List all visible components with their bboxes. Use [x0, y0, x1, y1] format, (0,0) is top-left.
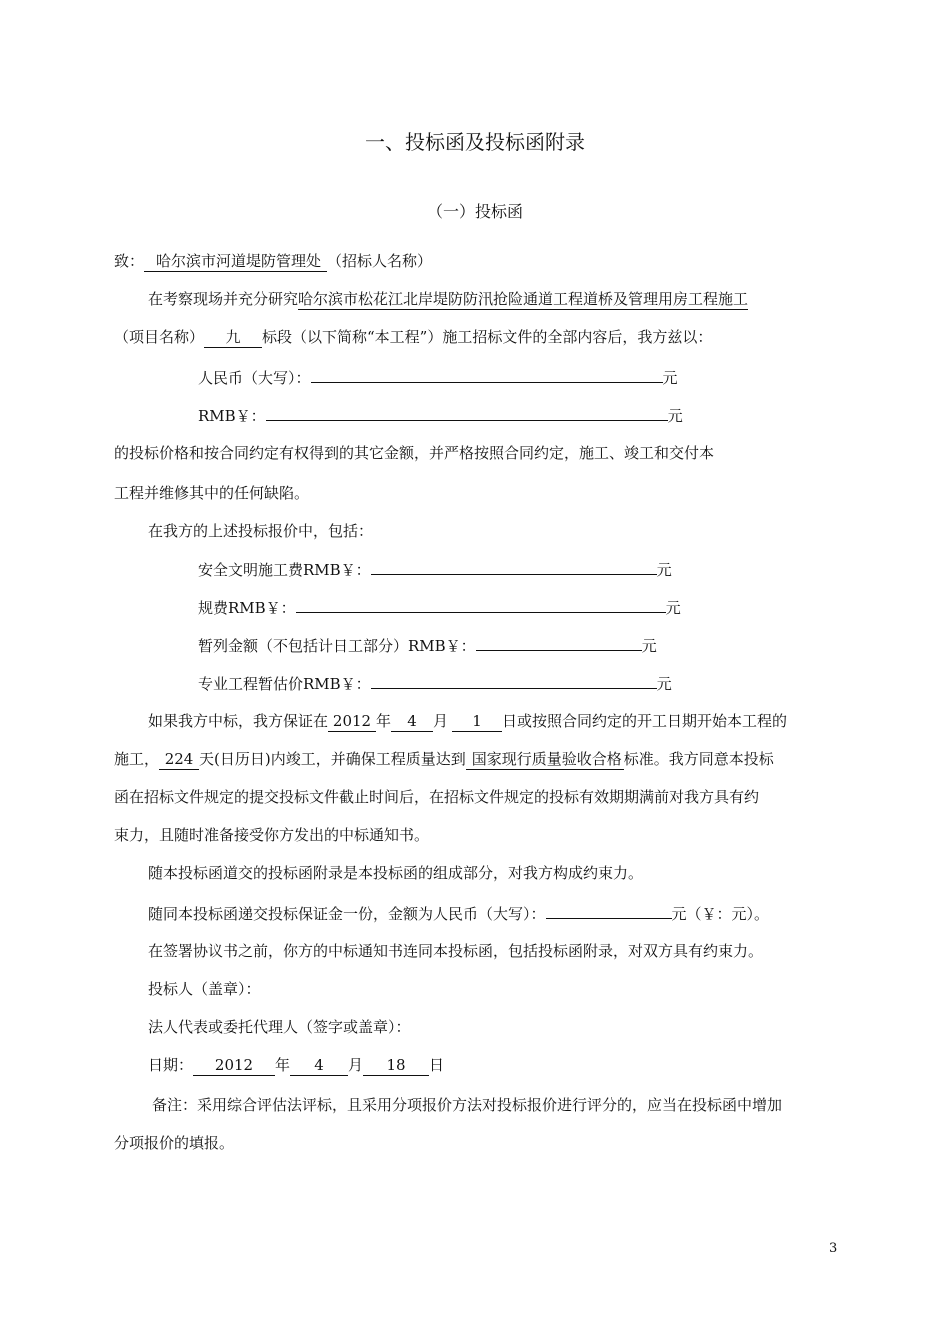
rmb-upper-line	[198, 366, 678, 389]
para3-line4: 束力，且随时准备接受你方发出的中标通知书。	[114, 826, 430, 844]
date-label: 日期：	[148, 1056, 194, 1074]
note-line2: 分项报价的填报。	[114, 1134, 235, 1152]
date-day: 18	[363, 1056, 429, 1076]
para6: 在签署协议书之前，你方的中标通知书连同本投标函，包括投标函附录，对双方具有约束力。	[148, 942, 764, 960]
day-char: 日	[429, 1056, 445, 1074]
item-blank	[371, 672, 657, 689]
para3-text: 标准。我方同意本投标	[623, 750, 774, 768]
item-statutory-fee	[198, 596, 681, 619]
item-provisional-sum	[198, 634, 657, 657]
addressee-suffix: （招标人名称）	[327, 252, 433, 270]
para3-text: 施工，	[114, 750, 160, 768]
item-specialty-estimate	[198, 672, 672, 695]
note-line1: 备注：采用综合评估法评标，且采用分项报价方法对投标报价进行评分的，应当在投标函中增加	[152, 1096, 783, 1114]
item-unit: 元	[641, 637, 657, 655]
para2-line2: 工程并维修其中的任何缺陷。	[114, 484, 310, 502]
bidder-seal-line: 投标人（盖章）：	[148, 980, 261, 998]
bond-amount-blank	[546, 902, 672, 919]
para3-text: 天(日历日)内竣工，并确保工程质量达到	[199, 750, 466, 768]
bond-text: 随同本投标函递交投标保证金一份，金额为人民币（大写）：	[148, 905, 546, 923]
date-line	[148, 1054, 444, 1076]
duration-days: 224	[159, 750, 199, 770]
rmb-upper-unit: 元	[662, 369, 678, 387]
para1-line2-suffix: 标段（以下简称“本工程”）施工招标文件的全部内容后，我方兹以：	[262, 328, 713, 346]
rmb-upper-blank	[311, 366, 663, 383]
rmb-upper-label: 人民币（大写）：	[198, 369, 311, 387]
year-char: 年	[376, 712, 392, 730]
tenderer-name: 哈尔滨市河道堤防管理处	[144, 252, 327, 272]
item-blank	[371, 558, 657, 575]
item-safety-fee	[198, 558, 672, 581]
item-unit: 元	[656, 675, 672, 693]
item-label: 暂列金额（不包括计日工部分）RMB￥：	[198, 637, 476, 655]
rmb-num-unit: 元	[667, 407, 683, 425]
item-blank	[476, 634, 642, 651]
item-unit: 元	[665, 599, 681, 617]
para1-line1	[148, 288, 748, 310]
date-month: 4	[290, 1056, 348, 1076]
rmb-num-line	[198, 404, 683, 427]
bond-unit: 元（￥：元）。	[671, 905, 770, 923]
page-number: 3	[829, 1241, 838, 1256]
para3-line1	[148, 710, 787, 732]
item-label: 安全文明施工费RMB￥：	[198, 561, 371, 579]
start-day: 1	[452, 712, 502, 732]
project-name: 哈尔滨市松花江北岸堤防防汛抢险通道工程道桥及管理用房工程施工	[298, 290, 749, 308]
item-label: 专业工程暂估价RMB￥：	[198, 675, 371, 693]
item-unit: 元	[656, 561, 672, 579]
addressee-line	[114, 250, 432, 272]
rmb-num-blank	[266, 404, 668, 421]
para3-line2	[114, 748, 774, 770]
project-name-label: （项目名称）	[114, 328, 205, 346]
section-number: 九	[204, 328, 262, 348]
item-label: 规费RMB￥：	[198, 599, 296, 617]
para4: 随本投标函道交的投标函附录是本投标函的组成部分，对我方构成约束力。	[148, 864, 644, 882]
month-char: 月	[348, 1056, 364, 1074]
para3-text: 日或按照合同约定的开工日期开始本工程的	[502, 712, 788, 730]
item-blank	[296, 596, 666, 613]
start-month: 4	[391, 712, 433, 732]
quality-standard: 国家现行质量验收合格	[466, 750, 624, 770]
month-char: 月	[433, 712, 449, 730]
start-year: 2012	[328, 712, 376, 732]
para3-text: 如果我方中标，我方保证在	[148, 712, 329, 730]
rmb-num-label: RMB￥：	[198, 407, 266, 425]
addressee-prefix: 致：	[114, 252, 145, 270]
para5	[148, 902, 769, 925]
year-char: 年	[275, 1056, 291, 1074]
date-year: 2012	[193, 1056, 275, 1076]
para3-line3: 函在招标文件规定的提交投标文件截止时间后，在招标文件规定的投标有效期期满前对我方具有约	[114, 788, 760, 806]
section-subtitle: （一）投标函	[426, 202, 523, 221]
para2-line1: 的投标价格和按合同约定有权得到的其它金额，并严格按照合同约定，施工、竣工和交付本	[114, 444, 715, 462]
legal-rep-line: 法人代表或委托代理人（签字或盖章）：	[148, 1018, 411, 1036]
para1-prefix: 在考察现场并充分研究	[148, 290, 299, 308]
para1-line2	[114, 326, 712, 348]
page-title: 一、投标函及投标函附录	[365, 130, 585, 154]
include-intro: 在我方的上述投标报价中，包括：	[148, 522, 374, 540]
